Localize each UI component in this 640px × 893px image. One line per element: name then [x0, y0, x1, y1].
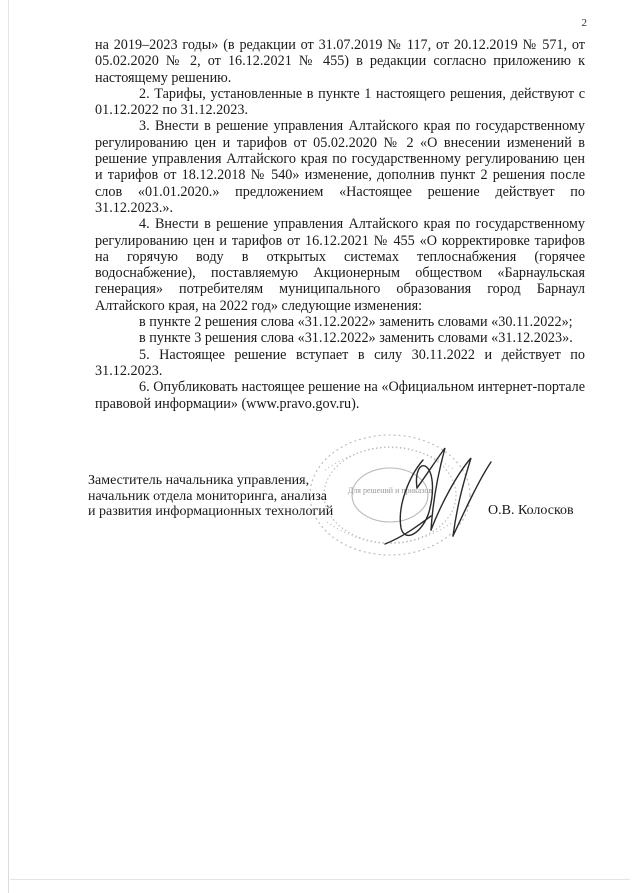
paragraph-continuation: на 2019–2023 годы» (в редакции от 31.07.2019 № 117, от 20.12.2019 № 571, от 05.02.2020 № 2, от 16.12.2021 № 455) в редакции согласно приложению к настоящему решению.	[95, 37, 585, 86]
document-body	[95, 37, 585, 412]
page-edge-line	[8, 0, 9, 893]
page-bottom-edge	[10, 879, 630, 880]
page-number: 2	[581, 17, 587, 29]
signatory-title-line-2: начальник отдела мониторинга, анализа	[88, 488, 327, 504]
handwritten-signature	[375, 440, 500, 550]
paragraph-item-5: 5. Настоящее решение вступает в силу 30.11.2022 и действует по 31.12.2023.	[95, 346, 585, 379]
signatory-title-line-1: Заместитель начальника управления,	[88, 473, 310, 488]
signatory-title-line-3: и развития информационных технологий	[88, 504, 334, 519]
paragraph-item-4: 4. Внести в решение управления Алтайского края по государственному регулированию цен и тарифов от 16.12.2021 № 455 «О корректировке тарифов на горячую воду в открытых системах теплоснабжения (горячее водоснабжение), поставляемую Акционерным обществом «Барнаульская генерация» потребителям муниципального образования город Барнаул Алтайского края, на 2022 год» следующие изменения:	[95, 216, 585, 314]
paragraph-item-6: 6. Опубликовать настоящее решение на «Официальном интернет-портале правовой информации» (www.pravo.gov.ru).	[95, 379, 585, 412]
signatory-name: О.В. Колосков	[488, 503, 574, 518]
signatory-position	[88, 473, 333, 520]
paragraph-item-2: 2. Тарифы, установленные в пункте 1 настоящего решения, действуют с 01.12.2022 по 31.12.2023.	[95, 85, 585, 119]
stamp-text: Для решений и приказов	[347, 486, 433, 495]
paragraph-item-4-change-2: в пункте 3 решения слова «31.12.2022» заменить словами «31.12.2023».	[139, 330, 573, 347]
paragraph-item-3: 3. Внести в решение управления Алтайского края по государственному регулированию цен и тарифов от 05.02.2020 № 2 «О внесении изменений в решение управления Алтайского края по государственному регулированию цен и тарифов от 18.12.2018 № 540» изменение, дополнив пункт 2 решения после слов «01.01.2020.» предложением «Настоящее решение действует по 31.12.2023.».	[95, 118, 585, 216]
paragraph-item-4-change-1: в пункте 2 решения слова «31.12.2022» заменить словами «30.11.2022»;	[139, 314, 573, 331]
